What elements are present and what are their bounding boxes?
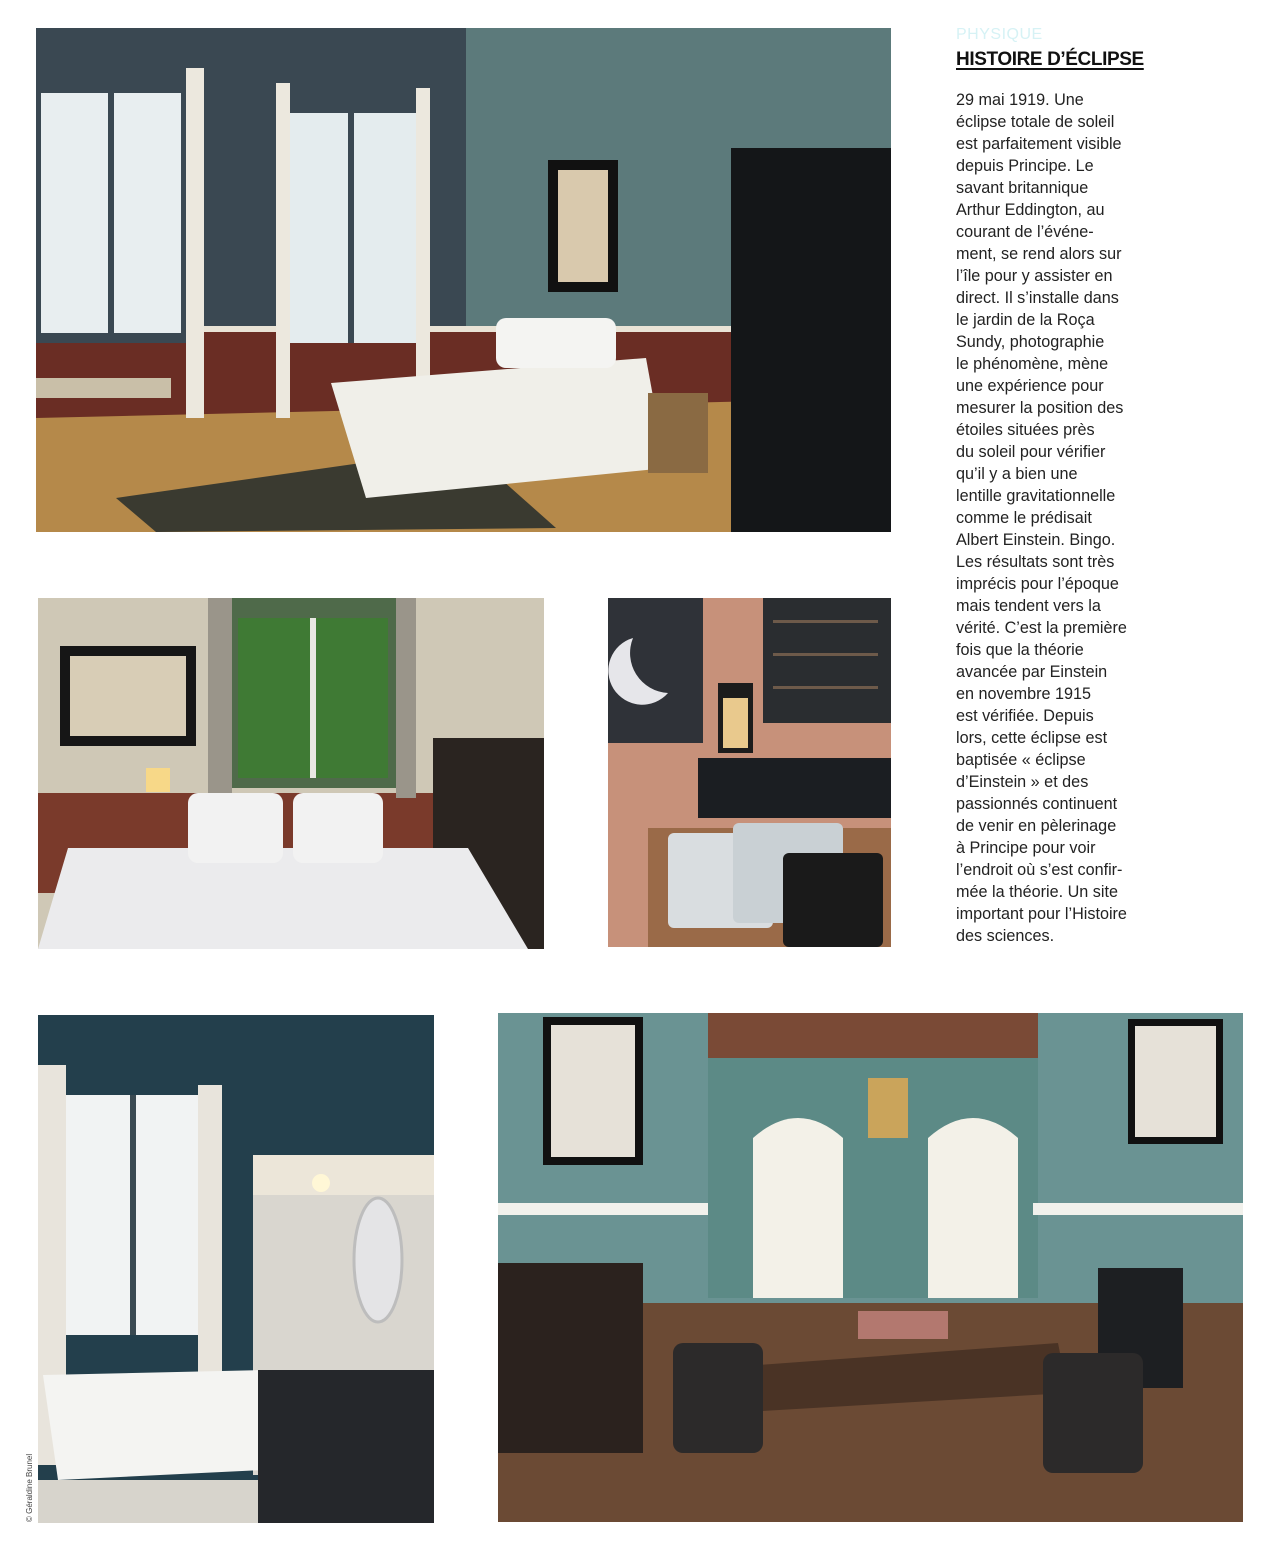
- photo-lounge-bar: [608, 598, 891, 947]
- article-body-line: des sciences.: [956, 927, 1055, 945]
- article-body-line: Arthur Eddington, au: [956, 201, 1105, 219]
- article-body-line: direct. Il s’installe dans: [956, 289, 1119, 307]
- article-body-line: avancée par Einstein: [956, 663, 1108, 681]
- article-body-line: 29 mai 1919. Une: [956, 91, 1084, 109]
- article-body-line: l’endroit où s’est confir-: [956, 861, 1123, 879]
- photo-dining-room: [498, 1013, 1243, 1522]
- article-body-line: imprécis pour l’époque: [956, 575, 1119, 593]
- article-sidebar: [956, 26, 1156, 947]
- article-body-line: mesurer la position des: [956, 399, 1124, 417]
- article-body-line: en novembre 1915: [956, 685, 1091, 703]
- article-body-line: depuis Principe. Le: [956, 157, 1094, 175]
- article-body-line: courant de l’événe-: [956, 223, 1094, 241]
- article-body-line: important pour l’Histoire: [956, 905, 1127, 923]
- article-body-line: mais tendent vers la: [956, 597, 1101, 615]
- article-body-line: qu’il y a bien une: [956, 465, 1078, 483]
- article-body-line: de venir en pèlerinage: [956, 817, 1117, 835]
- article-body-line: passionnés continuent: [956, 795, 1118, 813]
- article-kicker: PHYSIQUE: [956, 26, 1043, 43]
- article-body-line: est parfaitement visible: [956, 135, 1122, 153]
- article-body-line: Albert Einstein. Bingo.: [956, 531, 1116, 549]
- photo-bathroom: [38, 1015, 434, 1523]
- article-body-line: fois que la théorie: [956, 641, 1084, 659]
- article-body: [956, 89, 1156, 947]
- article-body-line: vérité. C’est la première: [956, 619, 1127, 637]
- article-body-line: est vérifiée. Depuis: [956, 707, 1094, 725]
- article-body-line: baptisée « éclipse: [956, 751, 1086, 769]
- article-body-line: lors, cette éclipse est: [956, 729, 1108, 747]
- article-body-line: Sundy, photographie: [956, 333, 1105, 351]
- article-body-line: Les résultats sont très: [956, 553, 1115, 571]
- article-body-line: comme le prédisait: [956, 509, 1092, 527]
- article-body-line: d’Einstein » et des: [956, 773, 1089, 791]
- article-body-line: le phénomène, mène: [956, 355, 1109, 373]
- photo-bedroom-secondary: [38, 598, 544, 949]
- article-body-line: lentille gravitationnelle: [956, 487, 1116, 505]
- photo-credit: © Géraldine Brunel: [25, 1453, 34, 1522]
- article-body-line: étoiles situées près: [956, 421, 1095, 439]
- article-body-line: le jardin de la Roça: [956, 311, 1095, 329]
- article-body-line: ment, se rend alors sur: [956, 245, 1122, 263]
- photo-bedroom-main: [36, 28, 891, 532]
- article-body-line: du soleil pour vérifier: [956, 443, 1106, 461]
- article-body-line: l’île pour y assister en: [956, 267, 1113, 285]
- article-body-line: éclipse totale de soleil: [956, 113, 1115, 131]
- article-body-line: mée la théorie. Un site: [956, 883, 1118, 901]
- article-body-line: une expérience pour: [956, 377, 1104, 395]
- article-body-line: à Principe pour voir: [956, 839, 1096, 857]
- article-headline: HISTOIRE D’ÉCLIPSE: [956, 49, 1144, 70]
- article-body-line: savant britannique: [956, 179, 1089, 197]
